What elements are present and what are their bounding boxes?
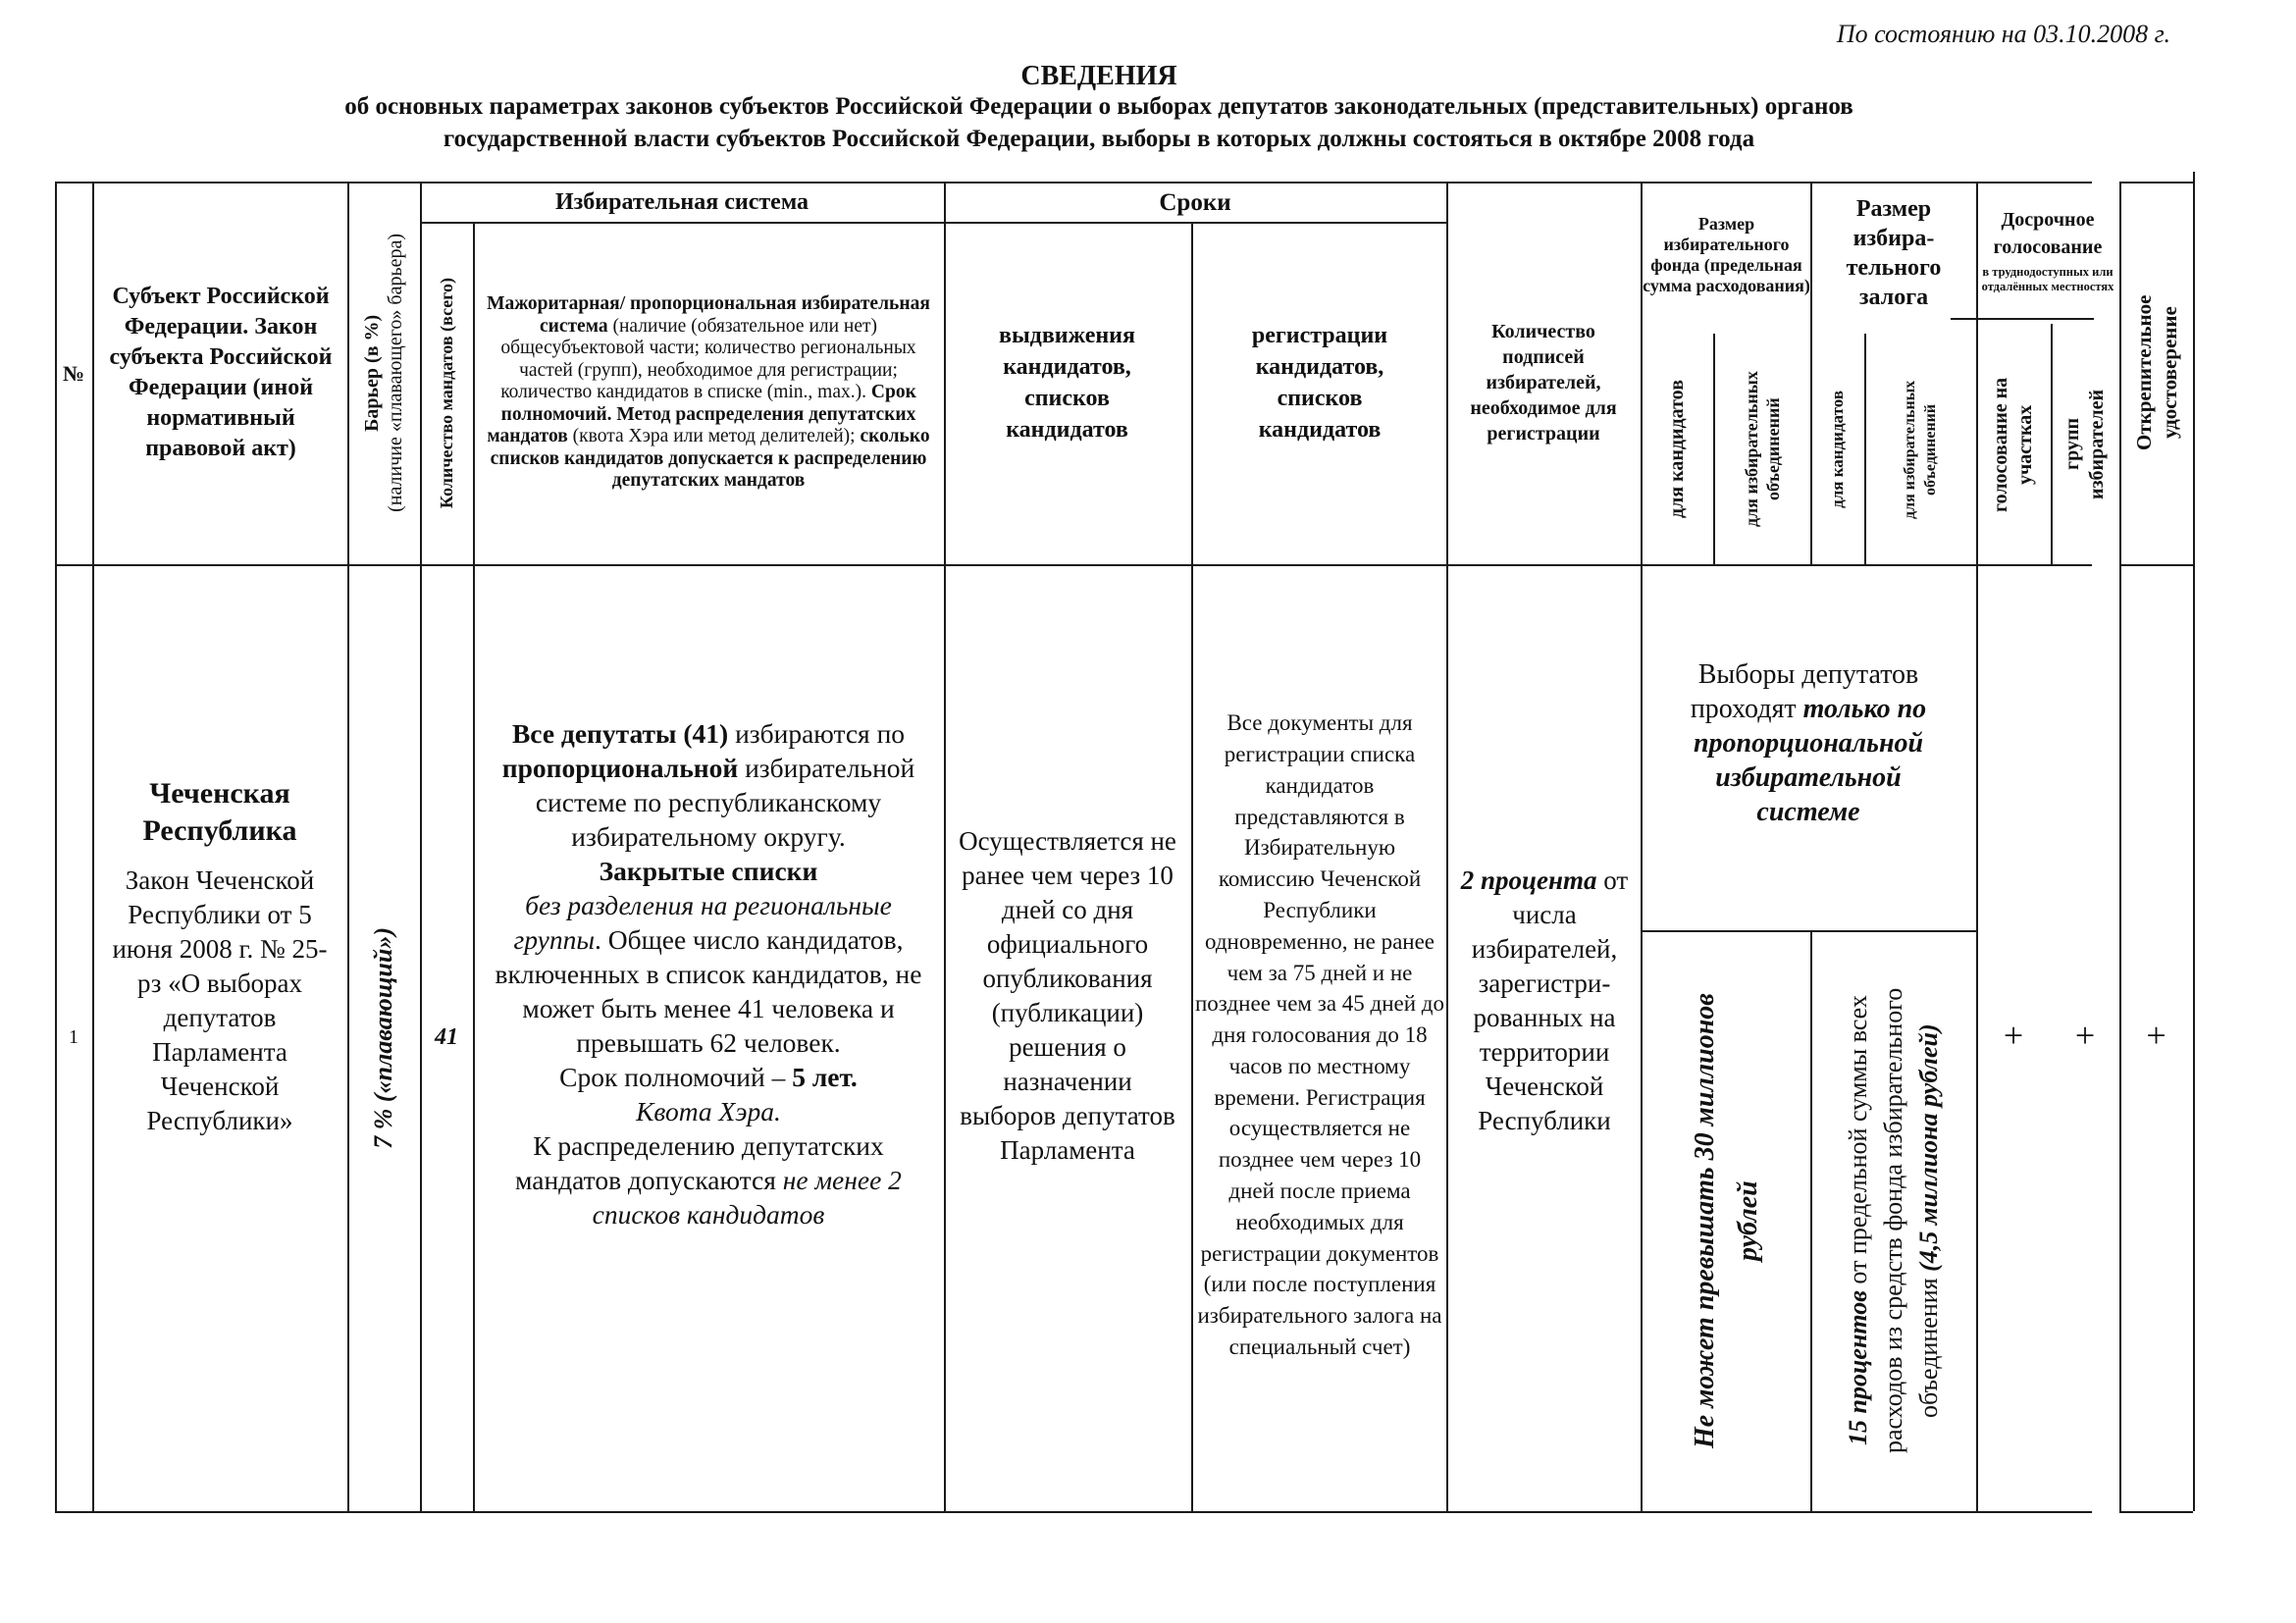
header-fund-candidates-text: для кандидатов	[1666, 379, 1688, 518]
header-signatures: Количество подписей избирателей, необходимое для регистрации	[1470, 321, 1617, 445]
header-system-p2: (наличие (обязательное или нет) общесубъектовой части; количество региональных частей (групп), необходимое для регистрации; количество кандидатов в списке (min., max.).	[500, 315, 916, 403]
row-num: 1	[69, 1026, 78, 1048]
header-system-p4: (квота Хэра или метод делителей);	[572, 426, 856, 447]
row-barrier	[347, 564, 420, 1511]
header-barrier-sub: (наличие «плавающего» барьера)	[385, 234, 406, 512]
row-deposit	[1815, 934, 1972, 1507]
row-proportional-note	[1648, 657, 1968, 834]
header-terms: Сроки	[1159, 188, 1231, 216]
header-fund-associations-text: для избирательных объединений	[1741, 371, 1783, 527]
row-absentee: +	[2146, 1016, 2166, 1055]
header-early-voting	[1976, 182, 2119, 319]
header-nomination: выдвижения кандидатов, списков кандидатов	[998, 323, 1135, 443]
row-system-bold4: 5 лет.	[792, 1062, 858, 1092]
row-subject-name: Чеченская Республика	[142, 777, 297, 847]
row-subject	[96, 775, 343, 1285]
row-system: Все депутаты (41) избираются по пропорциональной избирательной системе по республиканскому избирательному округу. Закрытые списки без разделения на региональные группы. Общее число кандидатов, включенных в список кандидатов, не может быть менее 41 человека и превышать 62 человек. Срок полномочий – 5 лет. Квота Хэра. К распределению депутатских мандатов допускаются не менее 2 списков кандидатов	[495, 718, 922, 1230]
row-system-it3: не менее 2 списков кандидатов	[592, 1165, 902, 1230]
header-absentee	[2119, 182, 2193, 564]
header-mandates-text: Количество мандатов (всего)	[437, 277, 456, 509]
row-system-bold3: Закрытые списки	[599, 856, 818, 886]
row-early-groups: +	[2074, 1016, 2096, 1055]
row-mandates: 41	[435, 1024, 458, 1050]
row-system-it2: Квота Хэра.	[636, 1096, 781, 1126]
row-system-bold1: Все депутаты (41)	[511, 718, 729, 749]
row-signatures-it: 2 процента	[1460, 865, 1597, 895]
header-mandates	[420, 222, 473, 564]
header-deposit-associations	[1864, 334, 1976, 564]
header-early-stations	[1976, 324, 2051, 564]
row-deposit-it2: (4,5 миллиона рублей)	[1914, 1023, 1943, 1272]
document-subtitle-2: государственной власти субъектов Российской Федерации, выборы в которых должны состояться в октябре 2008 года	[443, 126, 1755, 152]
row-registration: Все документы для регистрации списка кандидатов представляются в Избирательную комиссию Чеченской Республики одновременно, не ранее чем за 75 дней и не позднее чем за 45 дней до дня голосования до 18 часов по местному времени. Регистрация осуществляется не позднее чем через 10 дней после приема необходимых для регистрации документов (или после поступления избирательного залога на специальный счет)	[1195, 710, 1445, 1360]
header-system-p3: Срок полномочий. Метод распределения депутатских мандатов	[487, 382, 916, 447]
header-system-p5: сколько списков кандидатов допускается к распределению депутатских мандатов	[490, 426, 930, 492]
header-absentee-text: Открепительное удостоверение	[2131, 294, 2181, 451]
header-barrier-main: Барьер (в %)	[361, 314, 383, 432]
header-early-voting-sub: в труднодоступных или отдалённых местностях	[1981, 265, 2114, 293]
header-early-stations-text: голосование на участках	[1990, 376, 2036, 512]
row-signatures	[1450, 864, 1639, 1178]
document-subtitle-1: об основных параметрах законов субъектов Российской Федерации о выборах депутатов законодательных (представительных) органов	[344, 93, 1853, 120]
row-system-t4: Срок полномочий –	[559, 1062, 786, 1092]
as-of-date: По состоянию на 03.10.2008 г.	[1836, 20, 2170, 48]
row-subject-law: Закон Чеченской Республики от 5 июня 2008 г. № 25-рз «О выборах депутатов Парламента Чеченской Республики»	[112, 865, 328, 1135]
row-early-stations: +	[2003, 1016, 2024, 1055]
header-registration: регистрации кандидатов, списков кандидатов	[1251, 323, 1388, 443]
header-early-groups-text: групп избирателей	[2061, 389, 2108, 499]
row-system-it1: без разделения на региональные группы	[513, 890, 892, 955]
header-subject: Субъект Российской Федерации. Закон субъекта Российской Федерации (иной нормативный правовой акт)	[109, 284, 333, 461]
row-fund-associations-text: Не может превышать 30 миллионов рублей	[1690, 993, 1763, 1448]
header-electoral-system: Избирательная система	[554, 188, 809, 215]
header-fund-candidates	[1641, 334, 1713, 564]
row-fund-associations	[1648, 934, 1805, 1507]
row-signatures-text: от числа избирателей, зарегистри-рованных на территории Чеченской Республики	[1471, 865, 1629, 1135]
row-deposit-text: от предельной суммы всех расходов из средств фонда избирательного объединения	[1844, 987, 1943, 1454]
row-proportional-text: Выборы депутатов проходят	[1690, 659, 1919, 724]
header-fund-associations	[1713, 334, 1810, 564]
row-system-t2: избирательной системе по республиканскому избирательному округу.	[535, 753, 915, 852]
row-system-t1: избираются по	[735, 718, 906, 749]
header-early-groups	[2051, 324, 2119, 564]
row-system-t5: К распределению депутатских мандатов допускаются	[515, 1130, 884, 1195]
header-barrier	[347, 182, 420, 564]
header-early-voting-main: Досрочное голосование	[1993, 209, 2103, 258]
header-deposit-candidates-text: для кандидатов	[1827, 390, 1847, 508]
header-num: №	[62, 360, 85, 386]
row-proportional-it: только по пропорциональной избирательной системе	[1693, 694, 1927, 827]
row-nomination: Осуществляется не ранее чем через 10 дней со дня официального опубликования (публикации) решения о назначении выборов депутатов Парламента	[959, 826, 1176, 1165]
header-system-description	[475, 224, 942, 562]
header-deposit-associations-text: для избирательных объединений	[1902, 379, 1939, 519]
row-barrier-text: 7 % («плавающий»)	[369, 926, 397, 1149]
header-deposit-candidates	[1810, 334, 1864, 564]
header-fund: Размер избирательного фонда (предельная сумма расходования)	[1643, 214, 1810, 295]
row-deposit-it1: 15 процентов	[1844, 1290, 1872, 1446]
header-deposit: Размер избира-тельного залога	[1846, 195, 1942, 310]
row-system-t3: Общее число кандидатов, включенных в список кандидатов, не может быть менее 41 человека и превышать 62 человек.	[495, 924, 922, 1058]
header-system-p1: Мажоритарная/ пропорциональная избирательная система	[487, 293, 930, 337]
row-system-bold2: пропорциональной	[501, 753, 739, 783]
document-title: СВЕДЕНИЯ	[1020, 61, 1177, 91]
